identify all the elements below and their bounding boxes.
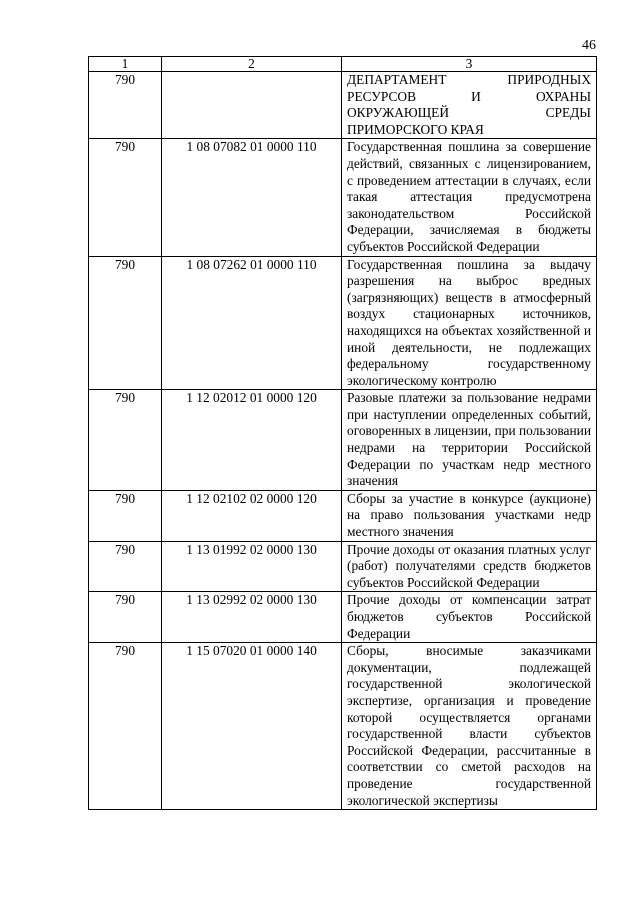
description-cell: Прочие доходы от компенсации затрат бюджетов субъектов Российской Федерации — [342, 592, 597, 643]
admin-code-cell: 790 — [89, 592, 162, 643]
table-row — [89, 139, 597, 256]
income-code-cell: 1 13 01992 02 0000 130 — [162, 541, 342, 592]
description-cell: ДЕПАРТАМЕНТ ПРИРОДНЫХ РЕСУРСОВ И ОХРАНЫ ОКРУЖАЮЩЕЙ СРЕДЫ ПРИМОРСКОГО КРАЯ — [342, 72, 597, 139]
admin-code-cell: 790 — [89, 390, 162, 491]
table-row — [89, 643, 597, 810]
description-cell: Государственная пошлина за выдачу разрешения на выброс вредных (загрязняющих) веществ в атмосферный воздух стационарных источников, находящихся на объектах хозяйственной и иной деятельности, не подлежащих федеральному государственному экологическому контролю — [342, 256, 597, 390]
admin-code-cell: 790 — [89, 490, 162, 541]
admin-code-cell: 790 — [89, 541, 162, 592]
income-code-cell: 1 13 02992 02 0000 130 — [162, 592, 342, 643]
description-cell: Сборы за участие в конкурсе (аукционе) на право пользования участками недр местного значения — [342, 490, 597, 541]
column-header-2: 2 — [162, 57, 342, 72]
table-row — [89, 541, 597, 592]
income-code-cell: 1 08 07262 01 0000 110 — [162, 256, 342, 390]
income-code-cell: 1 12 02012 01 0000 120 — [162, 390, 342, 491]
table-row — [89, 592, 597, 643]
income-code-cell: 1 08 07082 01 0000 110 — [162, 139, 342, 256]
table-row — [89, 72, 597, 139]
admin-code-cell: 790 — [89, 72, 162, 139]
page-number: 46 — [582, 38, 596, 53]
column-header-1: 1 — [89, 57, 162, 72]
table-row — [89, 390, 597, 491]
table-row — [89, 256, 597, 390]
admin-code-cell: 790 — [89, 256, 162, 390]
admin-code-cell: 790 — [89, 643, 162, 810]
description-cell: Прочие доходы от оказания платных услуг (работ) получателями средств бюджетов субъектов Российской Федерации — [342, 541, 597, 592]
budget-classification-table — [88, 56, 597, 810]
description-cell: Разовые платежи за пользование недрами при наступлении определенных событий, оговоренных в лицензии, при пользовании недрами на территории Российской Федерации по участкам недр местного значения — [342, 390, 597, 491]
income-code-cell — [162, 72, 342, 139]
admin-code-cell: 790 — [89, 139, 162, 256]
income-code-cell: 1 15 07020 01 0000 140 — [162, 643, 342, 810]
table-header-row — [89, 57, 597, 72]
table-row — [89, 490, 597, 541]
income-code-cell: 1 12 02102 02 0000 120 — [162, 490, 342, 541]
column-header-3: 3 — [342, 57, 597, 72]
description-cell: Сборы, вносимые заказчиками документации, подлежащей государственной экологической экспертизе, организация и проведение которой осуществляется органами государственной власти субъектов Российской Федерации, рассчитанные в соответствии со сметой расходов на проведение государственной экологической экспертизы — [342, 643, 597, 810]
description-cell: Государственная пошлина за совершение действий, связанных с лицензированием, с проведением аттестации в случаях, если такая аттестация предусмотрена законодательством Российской Федерации, зачисляемая в бюджеты субъектов Российской Федерации — [342, 139, 597, 256]
